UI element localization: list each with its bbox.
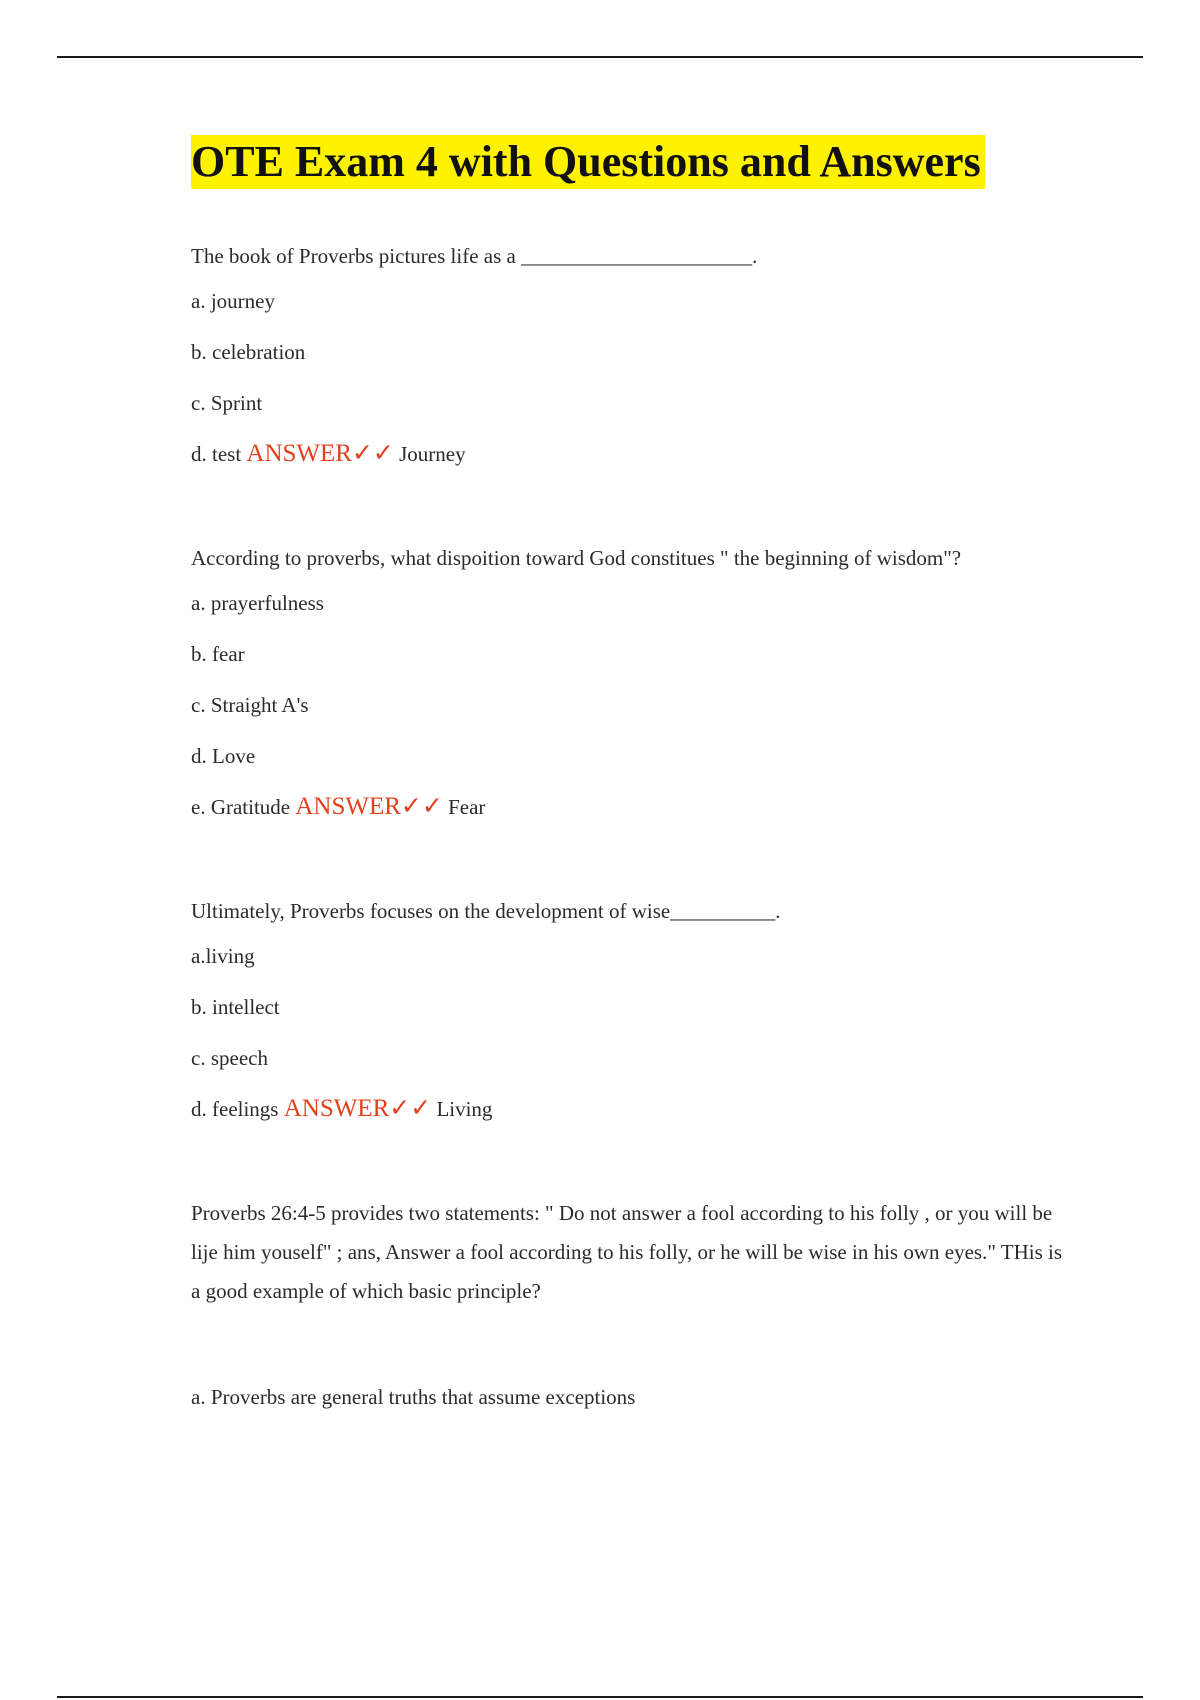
option-d-with-answer — [191, 1095, 1071, 1123]
option-b: b. celebration — [191, 340, 306, 364]
question-4 — [191, 1194, 1071, 1411]
option-e-with-answer — [191, 793, 1071, 821]
top-rule — [57, 56, 1143, 58]
option-d-with-answer — [191, 440, 1071, 468]
option-a: a. prayerfulness — [191, 591, 324, 615]
bottom-rule — [57, 1696, 1143, 1698]
question-prompt: Proverbs 26:4-5 provides two statements: " Do not answer a fool according to his folly , or you will be lije him youself" ; ans, Answer a fool according to his folly, or he will be wise in his own eyes." THis is a good example of which basic principle? — [191, 1201, 1063, 1303]
question-prompt: According to proverbs, what dispoition toward God constitues " the beginning of wisdom"? — [191, 546, 962, 570]
question-1 — [191, 237, 1071, 468]
question-2 — [191, 539, 1071, 821]
answer-label: ANSWER✓✓ — [295, 793, 443, 820]
option-c: c. Sprint — [191, 391, 263, 415]
answer-label: ANSWER✓✓ — [246, 440, 394, 467]
option-a: a. Proverbs are general truths that assume exceptions — [191, 1385, 636, 1409]
option-e: e. Gratitude — [191, 795, 291, 819]
document-title: OTE Exam 4 with Questions and Answers — [191, 135, 985, 189]
option-a: a. journey — [191, 289, 275, 313]
option-d: d. feelings — [191, 1097, 279, 1121]
option-c: c. Straight A's — [191, 693, 309, 717]
question-prompt: The book of Proverbs pictures life as a ______________________. — [191, 244, 758, 268]
option-a: a.living — [191, 944, 255, 968]
answer-value: Journey — [399, 442, 466, 466]
option-c: c. speech — [191, 1046, 268, 1070]
option-b: b. intellect — [191, 995, 280, 1019]
document-body — [191, 135, 1071, 1482]
question-prompt: Ultimately, Proverbs focuses on the development of wise__________. — [191, 899, 781, 923]
answer-value: Fear — [448, 795, 486, 819]
option-d: d. test — [191, 442, 242, 466]
option-b: b. fear — [191, 642, 245, 666]
answer-value: Living — [436, 1097, 493, 1121]
option-d: d. Love — [191, 744, 256, 768]
answer-label: ANSWER✓✓ — [283, 1095, 432, 1122]
question-3 — [191, 892, 1071, 1123]
